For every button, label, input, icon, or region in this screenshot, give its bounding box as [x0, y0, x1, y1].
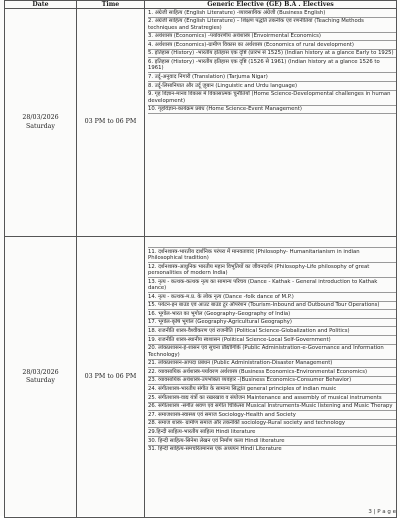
list-item: 22. व्यावसायिक अर्थशास्त्र-पर्यावरण अर्थशास्त्र (Business Economics-Environmental Economics)	[148, 368, 396, 377]
list-item: 7. उर्दू-अनुवाद निगारी (Translation) (Tarjuma Nigar)	[148, 73, 396, 82]
session-date-cell	[5, 237, 77, 518]
list-item: 27. समाजशास्त्र-स्वास्थ्य एवं समाज Sociology-Health and Society	[148, 411, 396, 420]
header-time: Time	[77, 1, 145, 9]
list-item: 31. हिन्दी साहित्य-समचरितमानस एक अध्ययन Hindi Literature	[148, 446, 282, 453]
table-row	[5, 237, 397, 518]
list-item: 19. राजनीति शास्त्र-स्थानीय स्वशासन (Political Science-Local Self-Government)	[148, 336, 396, 345]
list-item: 23. व्यावसायिक अर्थशास्त्र-उपभोक्ता व्यवहार -(Business Economics-Consumer Behavior)	[148, 377, 396, 386]
list-item: 14. नृत्य - कत्थक-म.प्र. के लोक नृत्य (Dance -folk dance of M.P.)	[148, 293, 396, 302]
list-item: 10. गृहविज्ञान-कार्यक्रम प्रबंध (Home Science-Event Management)	[148, 106, 396, 115]
table-row	[5, 9, 397, 237]
list-item: 15. पर्यटन-इन बाउंड एवं आउट बाउंड टूर ऑपरेशन (Tourism-Inbound and Outbound Tour Operations)	[148, 302, 396, 311]
electives-list	[145, 237, 397, 518]
session-date: 28/03/2026	[22, 114, 59, 121]
session-day: Saturday	[25, 377, 55, 384]
list-item: 8. उर्दू-लिसानियात और उर्दू ज़ुबान (Linguistic and Urdu language)	[148, 82, 396, 91]
header-electives: Generic Elective (GE) B.A . Electives	[145, 1, 397, 9]
list-item: 1. अंग्रेजी साहित्य (English Literature) -व्यावसायिक अंग्रेजी (Business English)	[148, 9, 396, 18]
list-item: 18. राजनीति शास्त्र-वैश्वीकरण एवं राजनीति (Political Science-Globalization and Politics)	[148, 327, 396, 336]
list-item: 6. इतिहास (History) -भारतीय इतिहास एक दृष्टि (1526 से 1961) (Indian history at a glance 1526 to 1961)	[148, 58, 396, 73]
list-item: 13. नृत्य - कत्थक-कत्थक नृत्य का सामान्य परिचय (Dance - Kathak - General introduction to Kathak dance)	[148, 278, 396, 293]
list-item: 9. गृह विज्ञान-मानव विकास में विकासात्मक चुनौतियाँ (Home Science-Developmental challenges in human development)	[148, 91, 396, 106]
list-item: 12. दर्शनशास्त्र-आधुनिक भारतीय महान विभूतियों का जीवनदर्शन (Philosophy-Life philosophy of great personalities of modern India)	[148, 263, 396, 278]
list-item: 21. लोकप्रशासन-आपदा प्रबंधन (Public Administration-Disaster Management)	[148, 360, 396, 369]
exam-schedule-table	[4, 0, 397, 518]
session-date-cell	[5, 9, 77, 237]
list-item: 3. अर्थशास्त्र (Economics) -पर्यावरणीय अर्थशास्त्र (Envoirmental Economics)	[148, 33, 396, 42]
blank-spacer	[148, 114, 396, 123]
list-item: 4. अर्थशास्त्र (Economics)-ग्रामीण विकास का अर्थशास्त्र (Economics of rural development)	[148, 41, 396, 50]
session-time: 03 PM to 06 PM	[77, 9, 145, 237]
list-item: 2. अंग्रेजी साहित्य (English Literature) – शिक्षण पद्धति तकनीक एवं रणनीतियां (Teaching Methods techniques and Stratregies)	[148, 18, 396, 33]
session-time: 03 PM to 06 PM	[77, 237, 145, 518]
list-item: 28. समाज शास्त्र- ग्रामीण समाज और तकनीकी sociology-Rural society and technology	[148, 420, 396, 429]
session-day: Saturday	[25, 122, 55, 130]
list-item: 17. भूगोल-कृषि भूगोल (Geography-Agricultural Geography)	[148, 319, 396, 328]
list-item: 26. संगीतशास्त्र -संगीत श्रवण एवं संगीत चिकित्सा Musical Instruments-Music listening and Music Therapy	[148, 403, 396, 412]
blank-spacer	[148, 237, 396, 248]
electives-list	[145, 9, 397, 237]
list-item: 25. संगीतशास्त्र-वाद्य यंत्रों का रखरखाव व संयोजन Maintenance and assembly of musical instruments	[148, 394, 396, 403]
list-item: 30. हिन्दी साहित्य-सिनेमा लेखन एवं निर्माण कला Hindi literature	[148, 437, 396, 446]
list-item: 29.हिन्दी साहित्य-भारतीय साहित्य Hindi literature	[148, 428, 396, 437]
header-date: Date	[5, 1, 77, 9]
list-item: 20. लोकप्रशासन-ई-शासन एवं सूचना प्रौद्योगिकि (Public Administration-e-Governance and Information Technology)	[148, 345, 396, 360]
list-item: 16. भूगोल-भारत का भूगोल (Geography-Geography of India)	[148, 310, 396, 319]
page-number: 3 | P a g e	[368, 509, 396, 515]
list-item: 5. इतिहास (History) -भारतीय इतिहास एक दृष्टि (प्रारंभ से 1525) (Indian history at a glance Early to 1925)	[148, 50, 396, 59]
table-header-row	[5, 1, 397, 9]
session-date: 28/03/2026	[22, 368, 59, 376]
list-item: 24. संगीतशास्त्र-भारतीय संगीत के सामान्य सिद्धांत general principles of indian music	[148, 385, 396, 394]
list-item: 11. दर्शनशास्त्र-भारतीय दार्शनिक परंपरा में मानवतावाद (Philosophy- Humanitarianism in indian Philosophical tradition)	[148, 248, 396, 263]
